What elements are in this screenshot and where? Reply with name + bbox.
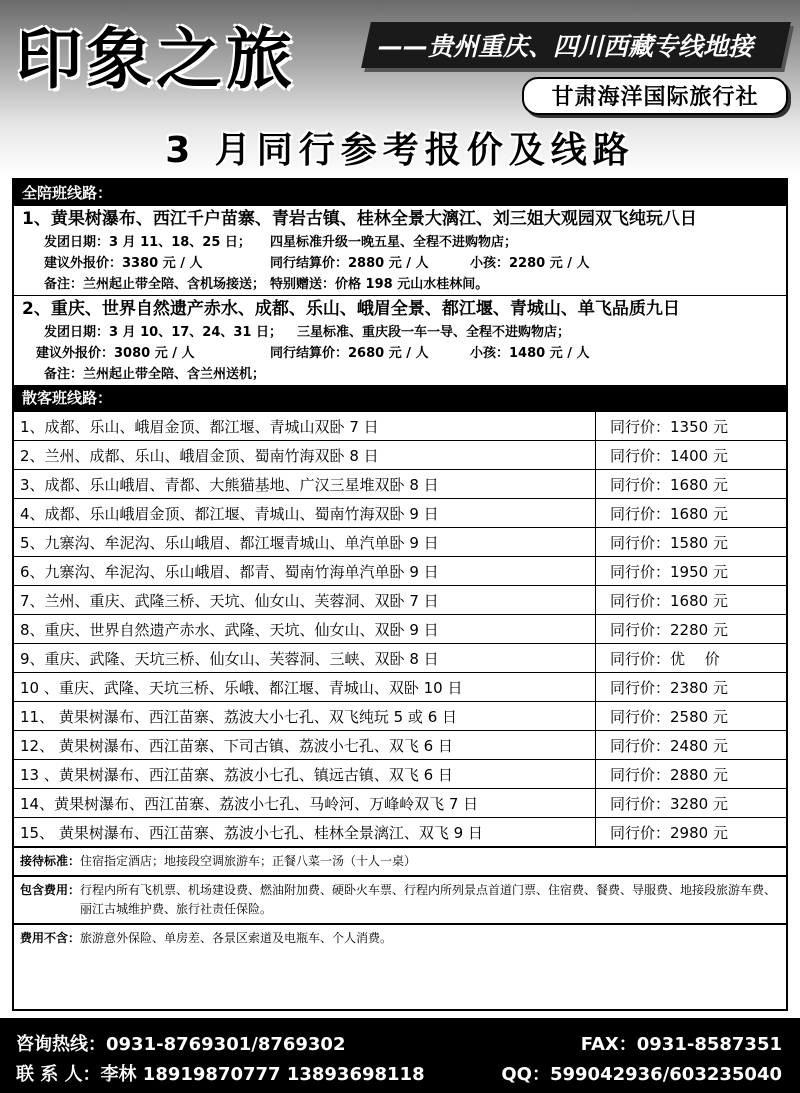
qq-number: QQ：599042936/603235040 [501,1064,782,1085]
route-name: 1、成都、乐山、峨眉金顶、都江堰、青城山双卧 7 日 [14,412,596,441]
group-route-1 [14,206,786,296]
table-row [14,412,786,441]
price-list [12,178,788,1011]
fax-number: FAX：0931-8587351 [580,1034,782,1055]
route-price: 同行价：1580 元 [596,528,787,557]
retail-price: 建议外报价：3080 元 / 人 [36,346,195,361]
scatter-section-heading: 散客班线路： [14,385,786,411]
table-row [14,818,786,847]
route-info-row [22,322,778,343]
contact-person: 联 系 人：李林 18919870777 13893698118 [16,1064,425,1085]
route-name: 3、成都、乐山峨眉、青都、大熊猫基地、广汉三星堆双卧 8 日 [14,470,596,499]
excluded-fees-label: 费用不含： [20,931,81,945]
route-price: 同行价：2880 元 [596,760,787,789]
departure-dates: 发团日期：3 月 11、18、25 日； [44,235,251,250]
table-row [14,644,786,673]
route-price: 同行价：1400 元 [596,441,787,470]
route-price-row [22,343,778,364]
reception-standard-label: 接待标准： [20,854,81,868]
route-name: 13 、黄果树瀑布、西江苗寨、荔波小七孔、镇远古镇、双飞 6 日 [14,760,596,789]
route-price: 同行价：优 价 [596,644,787,673]
route-price-row [22,253,778,274]
table-row [14,499,786,528]
route-name: 14、黄果树瀑布、西江苗寨、荔波小七孔、马岭河、万峰岭双飞 7 日 [14,789,596,818]
table-row [14,557,786,586]
page-title: 3 月同行参考报价及线路 [165,130,635,171]
table-row [14,731,786,760]
retail-price: 建议外报价：3380 元 / 人 [44,256,203,271]
table-row [14,470,786,499]
route-price: 同行价：1680 元 [596,586,787,615]
route-name: 12、 黄果树瀑布、西江苗寨、下司古镇、荔波小七孔、双飞 6 日 [14,731,596,760]
table-row [14,586,786,615]
agency-name: 甘肃海洋国际旅行社 [551,85,759,110]
route-info-row [22,232,778,253]
route-name: 11、 黄果树瀑布、西江苗寨、荔波大小七孔、双飞纯玩 5 或 6 日 [14,702,596,731]
reception-standard-text: 住宿指定酒店；地接段空调旅游车；正餐八菜一汤（十人一桌） [80,854,417,868]
departure-dates: 发团日期：3 月 10、17、24、31 日； [44,325,282,340]
route-price: 同行价：2480 元 [596,731,787,760]
route-price: 同行价：2280 元 [596,615,787,644]
included-fees [14,875,786,923]
route-name: 15、 黄果树瀑布、西江苗寨、荔波小七孔、桂林全景漓江、双飞 9 日 [14,818,596,847]
route-title: 1、黄果树瀑布、西江千户苗寨、青岩古镇、桂林全景大漓江、刘三姐大观园双飞纯玩八日 [22,209,697,229]
slogan-text: ——贵州重庆、四川西藏专线地接 [378,32,754,61]
table-row [14,789,786,818]
route-price: 同行价：1680 元 [596,470,787,499]
route-price: 同行价：1950 元 [596,557,787,586]
included-fees-text: 行程内所有飞机票、机场建设费、燃油附加费、硬卧火车票、行程内所列景点首道门票、住宿费、餐费、导服费、地接段旅游车费、丽江古城维护费、旅行社责任保险。 [80,883,777,916]
hotel-standard: 四星标准升级一晚五星、全程不进购物店； [270,235,518,250]
included-fees-label: 包含费用： [20,883,81,897]
route-note: 备注：兰州起止带全陪、含兰州送机； [44,367,266,382]
group-route-2 [14,296,786,385]
child-price: 小孩：1480 元 / 人 [470,346,590,361]
route-note: 备注：兰州起止带全陪、含机场接送； [44,277,266,292]
hotel-standard: 三星标准、重庆段一车一导、全程不进购物店； [297,325,571,340]
table-row [14,760,786,789]
excluded-fees [14,923,786,952]
route-gift: 特别赠送：价格 198 元山水桂林间。 [270,277,489,292]
scatter-route-table [14,411,786,846]
route-price: 同行价：2980 元 [596,818,787,847]
route-price: 同行价：2580 元 [596,702,787,731]
route-name: 9、重庆、武隆、天坑三桥、仙女山、芙蓉洞、三峡、双卧 8 日 [14,644,596,673]
peer-price: 同行结算价：2680 元 / 人 [270,346,429,361]
table-row [14,441,786,470]
hotline: 咨询热线：0931-8769301/8769302 [16,1034,346,1055]
route-name: 4、成都、乐山峨眉金顶、都江堰、青城山、蜀南竹海双卧 9 日 [14,499,596,528]
route-name: 7、兰州、重庆、武隆三桥、天坑、仙女山、芙蓉洞、双卧 7 日 [14,586,596,615]
route-name: 8、重庆、世界自然遗产赤水、武隆、天坑、仙女山、双卧 9 日 [14,615,596,644]
reception-standard [14,846,786,875]
group-section-heading: 全陪班线路： [14,180,786,206]
table-row [14,702,786,731]
route-price: 同行价：1350 元 [596,412,787,441]
child-price: 小孩：2280 元 / 人 [470,256,590,271]
brand-logo: 印象之旅 [16,21,296,98]
route-name: 6、九寨沟、牟泥沟、乐山峨眉、都青、蜀南竹海单汽单卧 9 日 [14,557,596,586]
peer-price: 同行结算价：2880 元 / 人 [270,256,429,271]
route-price: 同行价：3280 元 [596,789,787,818]
route-title: 2、重庆、世界自然遗产赤水、成都、乐山、峨眉全景、都江堰、青城山、单飞品质九日 [22,299,680,319]
route-note-row [22,364,778,385]
table-row [14,615,786,644]
route-name: 2、兰州、成都、乐山、峨眉金顶、蜀南竹海双卧 8 日 [14,441,596,470]
route-price: 同行价：1680 元 [596,499,787,528]
excluded-fees-text: 旅游意外保险、单房差、各景区索道及电瓶车、个人消费。 [80,931,393,945]
route-note-row [22,274,778,295]
table-row [14,528,786,557]
contact-footer [0,1018,800,1093]
route-price: 同行价：2380 元 [596,673,787,702]
route-name: 5、九寨沟、牟泥沟、乐山峨眉、都江堰青城山、单汽单卧 9 日 [14,528,596,557]
route-name: 10 、重庆、武隆、天坑三桥、乐峨、都江堰、青城山、双卧 10 日 [14,673,596,702]
table-row [14,673,786,702]
